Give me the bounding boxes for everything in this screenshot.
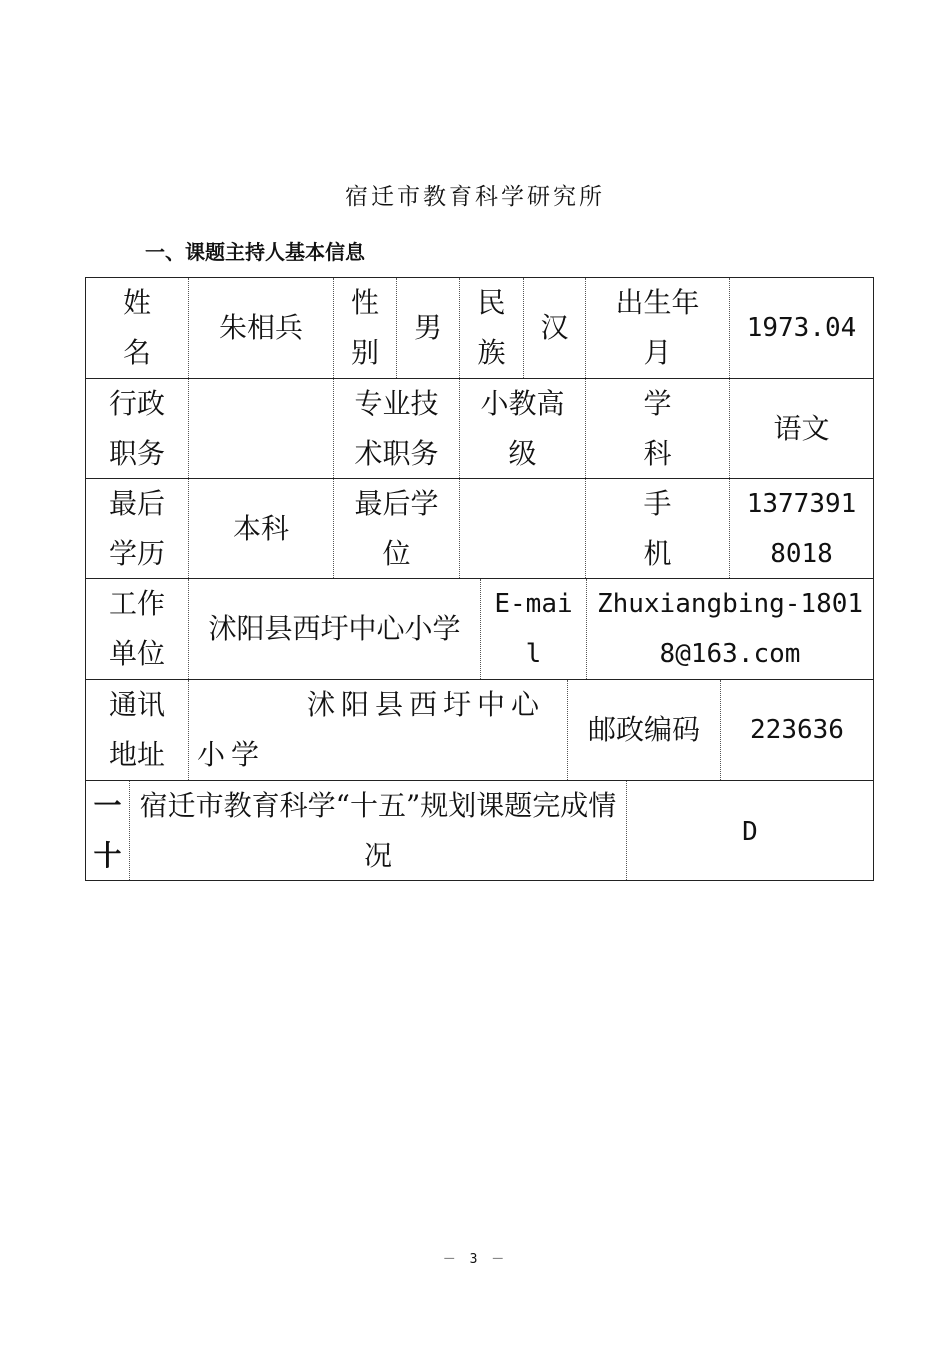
birth-label: 出生年月 bbox=[586, 278, 730, 378]
postcode-value: 223636 bbox=[750, 715, 844, 745]
gender-label: 性别 bbox=[334, 278, 397, 378]
table-row-project-info bbox=[85, 780, 874, 881]
table-row-basic-info bbox=[85, 277, 874, 378]
phone-value: 13773918018 bbox=[746, 488, 857, 569]
page-number: － 3 － bbox=[442, 1252, 508, 1267]
section-heading: 一、课题主持人基本信息 bbox=[145, 240, 365, 264]
email-value: Zhuxiangbing-18018@163.com bbox=[596, 589, 864, 669]
document-title: 宿迁市教育科学研究所 bbox=[345, 184, 605, 210]
ethnicity-label: 民族 bbox=[460, 278, 524, 378]
education-value: 本科 bbox=[189, 479, 334, 578]
workplace-label: 工作单位 bbox=[86, 579, 189, 679]
name-value: 朱相兵 bbox=[189, 278, 334, 378]
phone-label: 手机 bbox=[586, 479, 730, 578]
subject-label: 学科 bbox=[586, 379, 730, 478]
tech-post-value: 小教高级 bbox=[460, 379, 586, 478]
subject-value: 语文 bbox=[773, 411, 830, 445]
project-value: D bbox=[742, 817, 758, 847]
address-label: 通讯地址 bbox=[86, 680, 189, 780]
address-value: 沭阳县西圩中心小学 bbox=[189, 680, 568, 780]
table-row-education-info bbox=[85, 478, 874, 578]
admin-post-label: 行政职务 bbox=[86, 379, 189, 478]
project-label: 宿迁市教育科学“十五”规划课题完成情况 bbox=[130, 781, 627, 880]
tech-post-label: 专业技术职务 bbox=[334, 379, 460, 478]
name-label: 姓名 bbox=[86, 278, 189, 378]
admin-post-value bbox=[189, 379, 334, 478]
workplace-value: 沭阳县西圩中心小学 bbox=[189, 579, 481, 679]
birth-value: 1973.04 bbox=[746, 313, 857, 343]
education-label: 最后学历 bbox=[86, 479, 189, 578]
ethnicity-value: 汉 bbox=[524, 278, 586, 378]
degree-value bbox=[460, 479, 586, 578]
side-label: 一十 bbox=[86, 781, 130, 880]
email-label: E-mail bbox=[481, 579, 587, 679]
degree-label: 最后学位 bbox=[334, 479, 460, 578]
table-row-post-info bbox=[85, 378, 874, 478]
gender-value: 男 bbox=[397, 278, 460, 378]
postcode-label: 邮政编码 bbox=[568, 680, 721, 780]
table-row-workplace-info bbox=[85, 578, 874, 679]
table-row-address-info bbox=[85, 679, 874, 780]
